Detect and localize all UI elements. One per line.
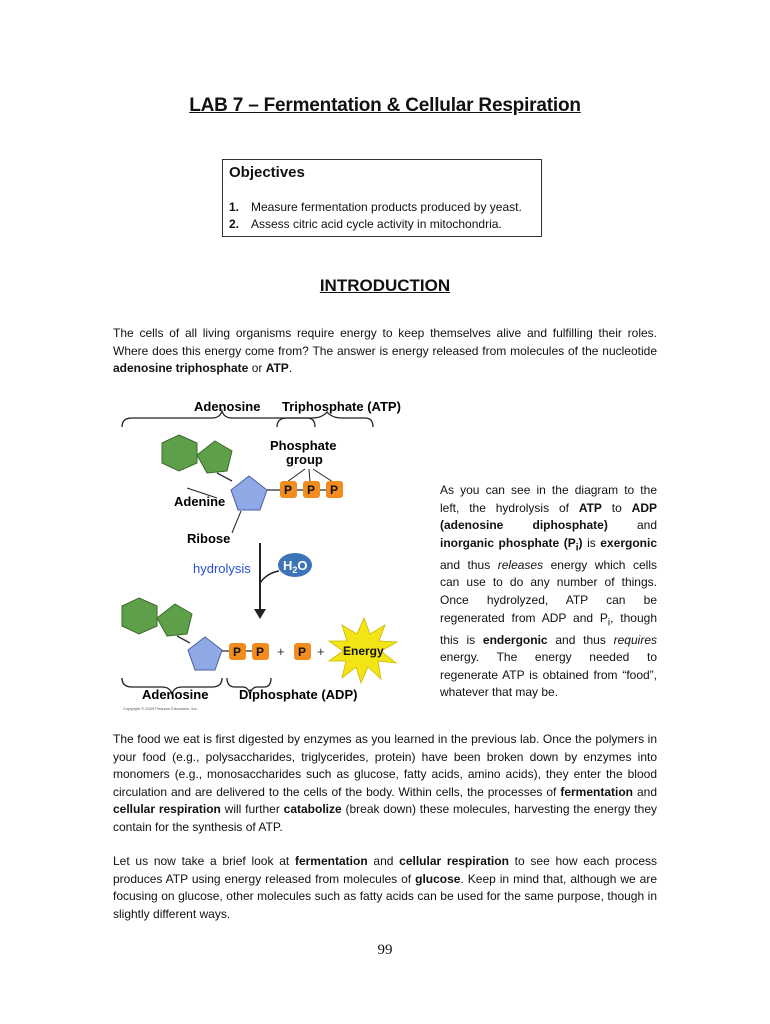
adenine-ring <box>162 435 197 471</box>
copyright-text: Copyright © 2009 Pearson Education, Inc. <box>123 706 198 711</box>
intro-paragraph-2: The food we eat is first digested by enzymes as you learned in the previous lab. Once the polymers in your food (e.g., polysaccharides, triglycerides, protein) have been broken down by enzymes into monomers (e.g., monosaccharides such as glucose, fatty acids, amino acids), they enter the blood circulation and are delivered to the cells of the body. Within cells, the processes of fermentation and cellular respiration will further catabolize (break down) these molecules, harvesting the energy they contain for the synthesis of ATP. <box>113 732 657 834</box>
phosphate-label: P <box>233 645 242 659</box>
phosphate-label: P <box>330 483 339 497</box>
pointer-line <box>313 469 333 482</box>
phosphate-label: P <box>256 645 265 659</box>
bond-line <box>217 473 232 481</box>
atp-hydrolysis-diagram <box>117 393 417 713</box>
objective-text: Measure fermentation products produced by yeast. <box>251 200 522 214</box>
lab-title: LAB 7 – Fermentation & Cellular Respiration <box>189 95 581 116</box>
objective-number: 1. <box>229 200 240 214</box>
label-adenine: Adenine <box>174 494 226 509</box>
label-triphosphate: Triphosphate (ATP) <box>282 399 401 414</box>
label-group: group <box>286 452 323 467</box>
page-number: 99 <box>377 942 393 958</box>
objective-item <box>229 216 535 233</box>
phosphate-label: P <box>284 483 293 497</box>
adenine-ring <box>122 598 157 634</box>
ribose-pentagon <box>188 637 222 670</box>
adenine-ring <box>157 604 192 636</box>
plus-sign: + <box>277 644 285 659</box>
pointer-line <box>309 469 310 482</box>
atp-explanation-paragraph: As you can see in the diagram to the left, the hydrolysis of ATP to ADP (adenosine diphosphate) and inorganic phosphate $(P_i)$ is exergonic and thus releases energy which cells can use to do any number of things. Once hydrolyzed, ATP can be regenerated from ADP and $P_i$, though this is endergonic and thus requires energy. The energy needed to regenerate ATP is obtained from “food”, whatever that may be. <box>440 483 657 700</box>
pointer-line <box>287 469 305 482</box>
adenine-ring <box>197 441 232 473</box>
ribose-pentagon <box>231 476 267 510</box>
objective-item <box>229 199 535 216</box>
objective-text: Assess citric acid cycle activity in mitochondria. <box>251 217 502 231</box>
bond-line <box>177 636 190 643</box>
label-phosphate: Phosphate <box>270 438 337 453</box>
intro-paragraph-3: Let us now take a brief look at fermentation and cellular respiration to see how each process produces ATP using energy released from molecules of glucose. Keep in mind that, although we are focusing on glucose, other molecules such as fatty acids can be used for the same purpose, though in slightly different ways. <box>113 854 658 921</box>
pointer-line <box>232 511 241 533</box>
label-adenosine-bottom: Adenosine <box>142 687 209 702</box>
label-ribose: Ribose <box>187 531 231 546</box>
arrow-head <box>254 609 266 619</box>
water-curve <box>260 571 279 583</box>
intro-paragraph-1: The cells of all living organisms require energy to keep themselves alive and fulfilling their roles. Where does this energy come from? The answer is energy released from molecules of the nucleotide adenosine triphosphate or ATP. <box>113 326 657 375</box>
label-diphosphate: Diphosphate (ADP) <box>239 687 358 702</box>
triphosphate-brace-top <box>277 412 373 427</box>
introduction-heading: INTRODUCTION <box>319 276 451 295</box>
label-energy: Energy <box>343 644 384 658</box>
objective-number: 2. <box>229 217 240 231</box>
plus-sign: + <box>317 644 325 659</box>
objectives-heading: Objectives <box>229 164 305 181</box>
svg-text:H2O: $H_2O$ <box>283 558 308 575</box>
objectives-box <box>222 159 542 237</box>
phosphate-label: P <box>307 483 316 497</box>
phosphate-label: P <box>298 645 307 659</box>
label-adenosine-top: Adenosine <box>194 399 261 414</box>
label-hydrolysis: hydrolysis <box>193 561 251 576</box>
